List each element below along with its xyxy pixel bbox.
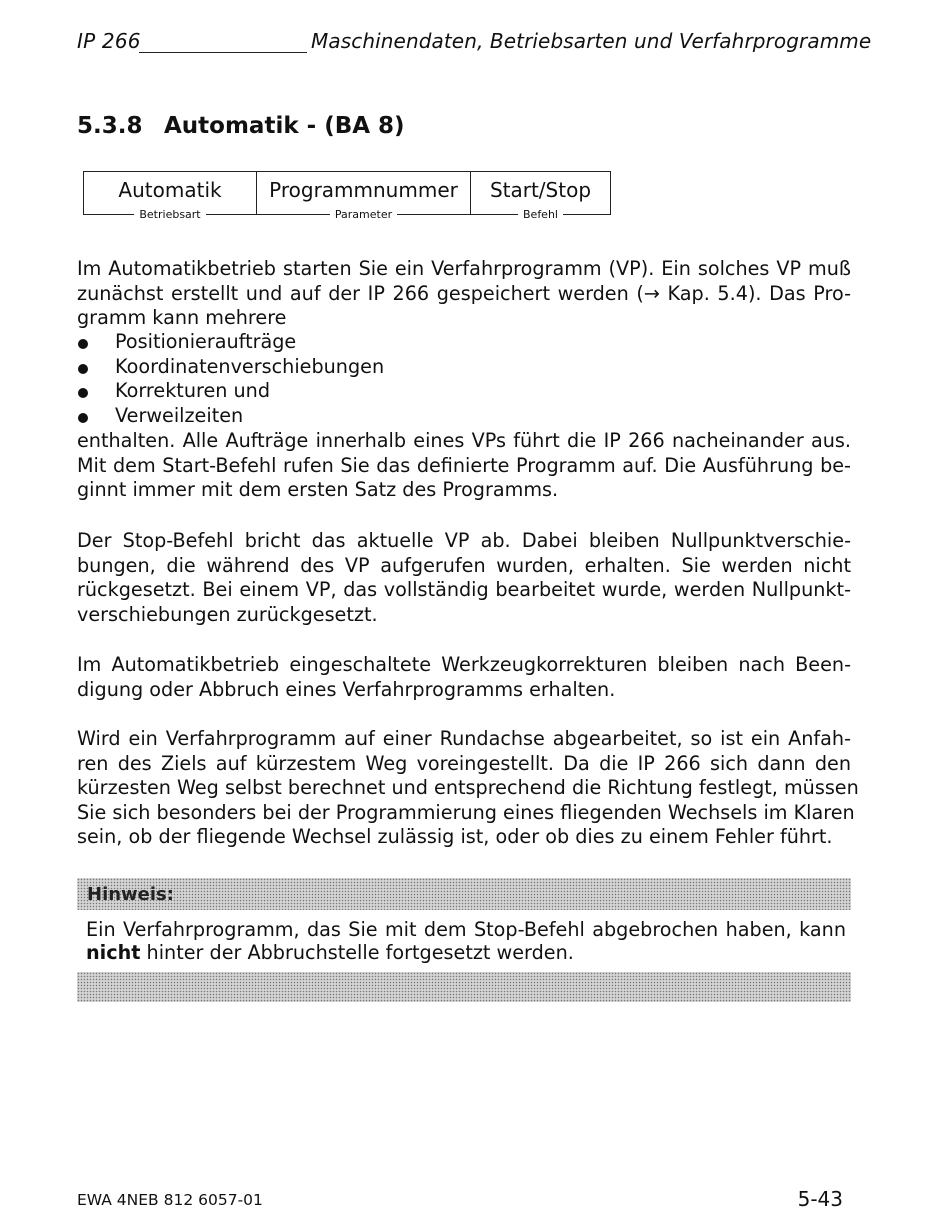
document-number: EWA 4NEB 812 6057-01 xyxy=(77,1191,263,1209)
text-line: ginnt immer mit dem ersten Satz des Programms. xyxy=(77,478,559,502)
paragraph-execution xyxy=(77,429,851,503)
text-line: nicht hinter der Abbruchstelle fortgesetzt werden. xyxy=(86,941,574,964)
section-number: 5.3.8 xyxy=(77,113,143,139)
text-line: ren des Ziels auf kürzestem Weg voreingestellt. Da die IP 266 sich dann den xyxy=(77,751,851,775)
mode-table xyxy=(83,171,611,221)
header-rule xyxy=(139,52,307,53)
page-number: 5-43 xyxy=(797,1187,843,1211)
bullet-icon xyxy=(78,364,88,374)
mode-cell-command xyxy=(471,172,610,221)
hint-text xyxy=(86,918,846,964)
bullet-icon xyxy=(78,413,88,423)
header-chapter-title: Maschinendaten, Betriebsarten und Verfahrprogramme xyxy=(311,29,872,53)
hint-header-bar xyxy=(77,878,851,910)
text-line: Mit dem Start-Befehl rufen Sie das definierte Programm auf. Die Ausführung be- xyxy=(77,453,851,477)
text-line: kürzesten Weg selbst berechnet und entsprechend die Richtung festlegt, müssen xyxy=(77,776,859,800)
text-line: digung oder Abbruch eines Verfahrprogramms erhalten. xyxy=(77,677,616,701)
mode-cell-value: Automatik xyxy=(118,178,222,202)
list-item: Positionieraufträge xyxy=(77,330,384,355)
text-line: Im Automatikbetrieb starten Sie ein Verfahrprogramm (VP). Ein solches VP muß xyxy=(77,257,851,280)
list-item: Verweilzeiten xyxy=(77,404,384,429)
text-line: verschiebungen zurückgesetzt. xyxy=(77,602,378,626)
mode-cell-value: Start/Stop xyxy=(489,178,592,202)
mode-cell-parameter xyxy=(257,172,471,221)
mode-cell-caption: Befehl xyxy=(471,209,610,221)
bullet-icon xyxy=(78,339,88,349)
section-heading xyxy=(77,113,405,139)
list-item: Korrekturen und xyxy=(77,379,384,404)
hint-label: Hinweis: xyxy=(87,884,174,905)
mode-cell-caption: Parameter xyxy=(257,209,470,221)
header-product: IP 266 xyxy=(77,29,141,53)
mode-cell-operating-mode xyxy=(84,172,257,221)
section-title: Automatik - (BA 8) xyxy=(164,113,405,139)
emphasis-text: nicht xyxy=(86,941,141,964)
text-line: enthalten. Alle Aufträge innerhalb eines VPs führt die IP 266 nacheinander aus. xyxy=(77,429,851,452)
text-line: Wird ein Verfahrprogramm auf einer Rundachse abgearbeitet, so ist ein Anfah- xyxy=(77,727,851,750)
text-line: sein, ob der fliegende Wechsel zulässig ist, oder ob dies zu einem Fehler führt. xyxy=(77,825,833,849)
text-line: Der Stop-Befehl bricht das aktuelle VP ab. Dabei bleiben Nullpunktverschie- xyxy=(77,529,851,552)
text-line: zunächst erstellt und auf der IP 266 gespeichert werden (→ Kap. 5.4). Das Pro- xyxy=(77,281,851,305)
bullet-icon xyxy=(78,388,88,398)
paragraph-rotary-axis xyxy=(77,727,859,850)
text-line: rückgesetzt. Bei einem VP, das vollständig bearbeitet wurde, werden Nullpunkt- xyxy=(77,578,851,602)
bullet-list xyxy=(77,330,384,428)
mode-cell-caption: Betriebsart xyxy=(84,209,256,221)
mode-cell-value: Programmnummer xyxy=(269,178,458,202)
paragraph-stop-command xyxy=(77,529,851,627)
text-line: Ein Verfahrprogramm, das Sie mit dem Stop-Befehl abgebrochen haben, kann xyxy=(86,918,846,941)
text-line: gramm kann mehrere xyxy=(77,306,287,330)
text-line: bungen, die während des VP aufgerufen wurden, erhalten. Sie werden nicht xyxy=(77,553,851,577)
list-item: Koordinatenverschiebungen xyxy=(77,355,384,380)
text-line: Sie sich besonders bei der Programmierung eines fliegenden Wechsels im Klaren xyxy=(77,800,855,824)
intro-paragraph xyxy=(77,257,851,331)
hint-footer-bar xyxy=(77,972,851,1002)
text-line: Im Automatikbetrieb eingeschaltete Werkzeugkorrekturen bleiben nach Been- xyxy=(77,653,851,676)
paragraph-tool-corrections xyxy=(77,653,851,702)
